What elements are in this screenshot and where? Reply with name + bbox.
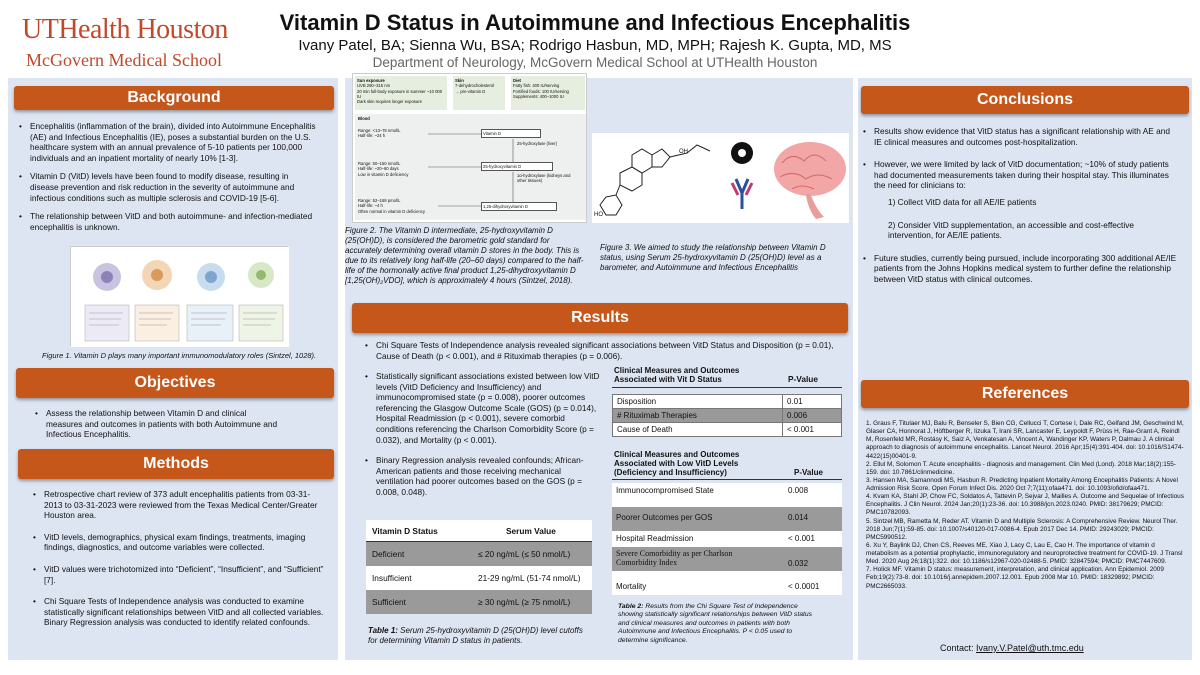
- figure3-illustration: [592, 133, 849, 223]
- table1-cell: Deficient: [372, 549, 405, 559]
- diet-text: Fatty fish: 400 IU/serving Fortified foods: 100 IU/serving Supplements: 400–1000 IU: [513, 83, 569, 99]
- tableA-cell: 0.01: [783, 395, 842, 409]
- range1-text: Range: <13–78 nmol/L Half-life: ~24 h: [358, 128, 401, 139]
- reference-item: 3. Hansen MA, Samannodi MS, Hasbun R. Predicting Inpatient Mortality Among Encephalitis Patients: A Novel Admission Risk Score. Open Forum Infect Dis. 2020 Oct 7;7(11):ofaa471. doi: 10.1093/ofid/ofaa471.: [866, 476, 1178, 492]
- tableA-body: [612, 394, 842, 437]
- results-bullet: • Binary Regression analysis revealed confounds; African-American patients and those receiving mechanical ventilation had poorer outcomes based on the GOS (p = 0.008, 0.048).: [364, 455, 600, 497]
- figure3-caption: Figure 3. We aimed to study the relationship between Vitamin D status, using Serum 25-hydroxyvitamin D (25(OH)D) level as a barometer, and Autoimmune and Infectious Encephalitis: [600, 243, 826, 272]
- blood-label: Blood: [358, 116, 370, 121]
- vitamin-d-brain-icon: [592, 133, 849, 223]
- poster-department: Department of Neurology, McGovern Medical School at UTHealth Houston: [372, 55, 818, 70]
- results-bullet: • Chi Square Tests of Independence analysis revealed significant associations between VitD Status and Disposition (p = 0.01), Cause of Death (p < 0.001), and # Rituximab therapies (p = 0.006).: [364, 340, 834, 361]
- conclusions-text: [862, 126, 1178, 293]
- tableA-cell: < 0.001: [783, 423, 842, 437]
- vitamin-d-node: Vitamin D: [481, 129, 541, 138]
- reference-item: 1. Graus F, Titulaer MJ, Balu R, Benseler S, Bien CG, Cellucci T, Cortese I, Dale RC, Gelfand JM, Geschwind M, Glaser CA, Honnorat J, Höftberger R, Iizuka T, Irani SR, Lancaster E, Leypoldt F, Prüss H, Rae-Grant A, Reindl M, Rosenfeld MR, Rostásy K, Saiz A, Venkatesan A, Vincent A, Wandinger KP, Waters P, Dalmau J. A clinical approach to diagnosis of autoimmune encephalitis. Lancet Neurol. 2016 Apr;15(4):391-404. doi: 10.1016/S1474-4422(15)00401-9.: [866, 420, 1184, 460]
- background-bullet: • Vitamin D (VitD) levels have been found to modify disease, resulting in disease prevention and risk reduction in the severity of autoimmune and infectious conditions such as multiple sclerosis and COVID-19 [5-6].: [18, 171, 318, 203]
- results-bullet-1: [364, 340, 834, 369]
- contact-label: Contact:: [940, 643, 977, 653]
- reference-item: 2. Ellul M, Solomon T. Acute encephalitis - diagnosis and management. Clin Med (Lond). 2018 Mar;18(2):155-159. doi: 10.7861/clinmedicine.: [866, 460, 1176, 476]
- references-header: References: [861, 380, 1189, 408]
- tableA-row: [613, 409, 842, 423]
- tableB-row: [612, 531, 842, 547]
- logo-uthealth: UTHealth Houston: [22, 14, 228, 45]
- table1-cell: Sufficient: [372, 597, 406, 607]
- tableB-row: [612, 483, 842, 507]
- tableB-cell: 0.032: [788, 559, 809, 568]
- reference-item: 6. Xu Y, Baylink DJ, Chen CS, Reeves ME, Xiao J, Lacy C, Lau E, Cao H. The importance of vitamin d metabolism as a potential prophylactic, immunoregulatory and neuroprotective treatment for COVID-19. J Transl Med. 2020 Aug 26;18(1):322. doi: 10.1186/s12967-020-02488-5. PMID: 32847594; PMCID: PMC7447609.: [866, 541, 1183, 566]
- background-text: [18, 121, 318, 240]
- logo-mcgovern: McGovern Medical School: [26, 50, 222, 70]
- table1-cell: ≥ 30 ng/mL (≥ 75 nmol/L): [478, 597, 571, 607]
- background-header: Background: [14, 86, 334, 110]
- tableB-cell: < 0.0001: [788, 582, 820, 591]
- pathway-arrows-icon: [353, 74, 588, 224]
- tableB-low-vitd: [612, 450, 842, 591]
- tableB-row: [612, 571, 842, 595]
- methods-bullet: • VitD levels, demographics, physical exam findings, treatments, imaging findings, diagnostics, and outcome variables were collected.: [32, 532, 326, 553]
- table1-cell: Insufficient: [372, 573, 412, 583]
- background-bullet: • The relationship between VitD and both autoimmune- and infection-mediated encephalitis is unknown.: [18, 211, 318, 232]
- range2-text: Range: 50–150 nmol/L Half-life: ~20–60 days Low in vitamin D deficiency: [358, 161, 409, 177]
- enzyme2-text: 1α-hydroxylase (kidneys and other tissues): [517, 173, 571, 184]
- table1-header: [366, 520, 592, 542]
- table1-row: [366, 542, 592, 566]
- tableA-col2: P-Value: [788, 374, 818, 384]
- tableA-vitd-status: [612, 366, 842, 437]
- results-header: Results: [352, 303, 848, 333]
- ho-label: HO: [594, 212, 603, 218]
- table1-row: [366, 566, 592, 590]
- range3-text: Range: 52–169 pmol/L Half-life: ~4 h Often normal in vitamin D deficiency: [358, 198, 426, 214]
- tableB-cell: Mortality: [616, 582, 647, 591]
- contact-line: [940, 643, 1084, 653]
- tableA-cell: 0.006: [783, 409, 842, 423]
- tableB-header: [612, 450, 842, 480]
- results-bullet: • Statistically significant associations existed between low VitD levels (VitD Deficiency and Insufficiency) and immunocompromised state (p = 0.008), poorer outcomes referencing the Glasgow Outcome Scale (GOS) (p = 0.014), Hospital Readmission (p < 0.001), severe comorbid conditions referencing the Charlson Comorbidity Score (p = 0.032), and Mortality (p < 0.001).: [364, 371, 600, 445]
- tableB-row: [612, 507, 842, 531]
- table2-caption-label: Table 2:: [618, 603, 644, 610]
- tableA-row: [613, 423, 842, 437]
- tableB-cell: Immunocompromised State: [616, 486, 714, 495]
- reference-item: 5. Sintzel MB, Rametta M, Reder AT. Vitamin D and Multiple Sclerosis: A Comprehensive Review. Neurol Ther. 2018 Jun;7(1):59-85. doi: 10.1007/s40120-017-0086-4. Epub 2017 Dec 14. PMID: 29243029; PMCID: PMC5990512.: [866, 517, 1178, 541]
- tableB-cell: < 0.001: [788, 534, 815, 543]
- conclusions-bullet: • However, we were limited by lack of VitD documentation; ~10% of study patients had documented measurements taken during their hospital stay. This illuminates the need for clinicians to:: [862, 159, 1178, 191]
- table1-caption-text: Serum 25-hydroxyvitamin D (25(OH)D) level cutoffs for determining Vitamin D status in patients.: [368, 626, 583, 645]
- methods-header: Methods: [18, 449, 334, 479]
- skin-label: Skin: [455, 78, 464, 83]
- background-bullet: • Encephalitis (inflammation of the brain), divided into Autoimmune Encephalitis (AE) and Infectious Encephalitis (IE), poses a substantial burden on the U.S. healthcare system with an annual prevalence of 5-10 patients per 100,000 individuals and an inpatient mortality of nearly 10% [1-3].: [18, 121, 318, 163]
- methods-bullet: • Retrospective chart review of 373 adult encephalitis patients from 03-31-2013 to 03-31-2023 were reviewed from the Texas Medical Center/Greater Houston area.: [32, 489, 326, 521]
- table1-caption: [368, 626, 592, 646]
- tableB-col2: P-Value: [794, 468, 823, 477]
- conclusions-sub: 2) Consider VitD supplementation, an accessible and cost-effective intervention, for AE/IE patients.: [888, 219, 1134, 241]
- table1-row: [366, 590, 592, 614]
- tableB-cell: Severe Comorbidity as per Charlson Comorbidity Index: [616, 549, 733, 567]
- 25-hydroxyvitamin-d-node: 25-hydroxyvitamin D: [481, 162, 553, 171]
- tableA-col1: Clinical Measures and Outcomes Associated with Vit D Status: [614, 366, 740, 384]
- conclusions-bullet: • Results show evidence that VitD status has a significant relationship with AE and IE clinical measures and outcomes post-hospitalization.: [862, 126, 1178, 147]
- conclusions-bullet: • Future studies, currently being pursued, include incorporating 300 additional AE/IE patients from the Johns Hopkins medical system to further define the relationship between VitD status with clinical outcomes.: [862, 253, 1178, 285]
- table1-col1: Vitamin D Status: [372, 526, 438, 536]
- conclusions-sub: 1) Collect VitD data for all AE/IE patients: [888, 197, 1037, 208]
- immune-cells-icon: [71, 247, 289, 347]
- poster-authors: Ivany Patel, BA; Sienna Wu, BSA; Rodrigo Hasbun, MD, MPH; Rajesh K. Gupta, MD, MS: [298, 37, 892, 54]
- objectives-bullet: • Assess the relationship between Vitamin D and clinical measures and outcomes in patients with both Autoimmune and Infectious Encephalitis.: [34, 408, 284, 440]
- table1-cell: ≤ 20 ng/mL (≤ 50 nmol/L): [478, 549, 571, 559]
- tableB-col1: Clinical Measures and Outcomes Associated with Low VitD Levels (Deficiency and Insufficiency): [614, 450, 740, 477]
- reference-item: 7. Holick MF. Vitamin D status: measurement, interpretation, and clinical application. Ann Epidemiol. 2009 Feb;19(2):73-8. doi: 10.1016/j.annepidem.2007.12.001. Epub 2008 Mar 10. PMID: 18329892; PMCID: PMC2665033.: [866, 566, 1164, 590]
- sun-label: Sun exposure: [357, 78, 385, 83]
- tableB-cell: Poorer Outcomes per GOS: [616, 513, 713, 522]
- 1-25-dihydroxyvitamin-d-node: 1,25-dihydroxyvitamin D: [481, 202, 557, 211]
- sun-text: UVB 290–315 nm 20 min full-body exposure in summer ~10 000 IU Dark skin requires longer exposure: [357, 83, 443, 104]
- oh-label: OH: [679, 149, 688, 155]
- table2-caption: [618, 603, 824, 645]
- diet-label: Diet: [513, 78, 521, 83]
- objectives-text: [34, 408, 284, 448]
- conclusions-header: Conclusions: [861, 86, 1189, 114]
- tableB-cell: Hospital Readmission: [616, 534, 694, 543]
- tableA-cell: Disposition: [613, 395, 783, 409]
- figure1-caption: Figure 1. Vitamin D plays many important immunomodulatory roles (Sintzel, 1028).: [42, 351, 317, 360]
- references-list: [866, 420, 1184, 591]
- table1-cell: 21-29 ng/mL (51-74 nmol/L): [478, 573, 581, 583]
- objectives-header: Objectives: [16, 368, 334, 398]
- methods-text: [32, 489, 326, 636]
- tableA-cell: # Rituximab Therapies: [613, 409, 783, 423]
- tableB-cell: 0.008: [788, 486, 809, 495]
- reference-item: 4. Kvam KA, Stahl JP, Chow FC, Soldatos A, Tattevin P, Sejvar J, Mailles A. Outcome and Sequelae of Infectious Encephalitis. J Clin Neurol. 2024 Jan;20(1):23-36. doi: 10.3988/jcn.2023.0240. PMID: 38179629; PMCID: PMC10782093.: [866, 493, 1184, 517]
- figure2-caption: Figure 2. The Vitamin D intermediate, 25-hydroxyvitamin D (25(OH)D), is considered the barometric gold standard for accurately determining overall vitamin D stores in the body. This is due to its relatively long half-life (20–60 days) compared to the half-life of the hormonally active final product 1,25-dihydroxyvitamin D [1,25(OH)₂VDO], which is approximately 4 hours (Sintzel, 2018).: [345, 226, 584, 285]
- table1-vitd-cutoffs: [366, 520, 592, 614]
- table1-caption-label: Table 1:: [368, 626, 398, 635]
- tableA-row: [613, 395, 842, 409]
- poster-title: Vitamin D Status in Autoimmune and Infectious Encephalitis: [279, 10, 911, 35]
- table2-caption-text: Results from the Chi Square Test of Independence showing statistically significant relationships between VitD status and clinical measures and outcomes in patients with both Autoimmune and Infectious Encephalitis. P < 0.05 used to determine significance.: [618, 603, 813, 644]
- enzyme1-text: 25-hydroxylase (liver): [517, 141, 558, 146]
- table1-col2: Serum Value: [506, 526, 556, 536]
- methods-bullet: • Chi Square Tests of Independence analysis was conducted to examine statistically significant relationships between VitD and all collected variables. Binary Regression analysis was conducted to identify related confounds.: [32, 596, 326, 628]
- methods-bullet: • VitD values were trichotomized into “Deficient”, “Insufficient”, and “Sufficient” [7].: [32, 564, 326, 585]
- tableB-cell: 0.014: [788, 513, 809, 522]
- tableA-cell: Cause of Death: [613, 423, 783, 437]
- tableA-header: [612, 366, 842, 388]
- skin-text: 7-dehydrocholesterol → pre-vitamin D: [455, 83, 495, 94]
- results-bullets: [364, 371, 600, 506]
- tableB-row: [612, 547, 842, 571]
- figure2-vitamin-d-pathway: [352, 73, 587, 223]
- contact-email-link[interactable]: Ivany.V.Patel@uth.tmc.edu: [976, 643, 1084, 653]
- figure1-immune-diagram: [70, 246, 288, 346]
- brain-icon: [774, 142, 846, 196]
